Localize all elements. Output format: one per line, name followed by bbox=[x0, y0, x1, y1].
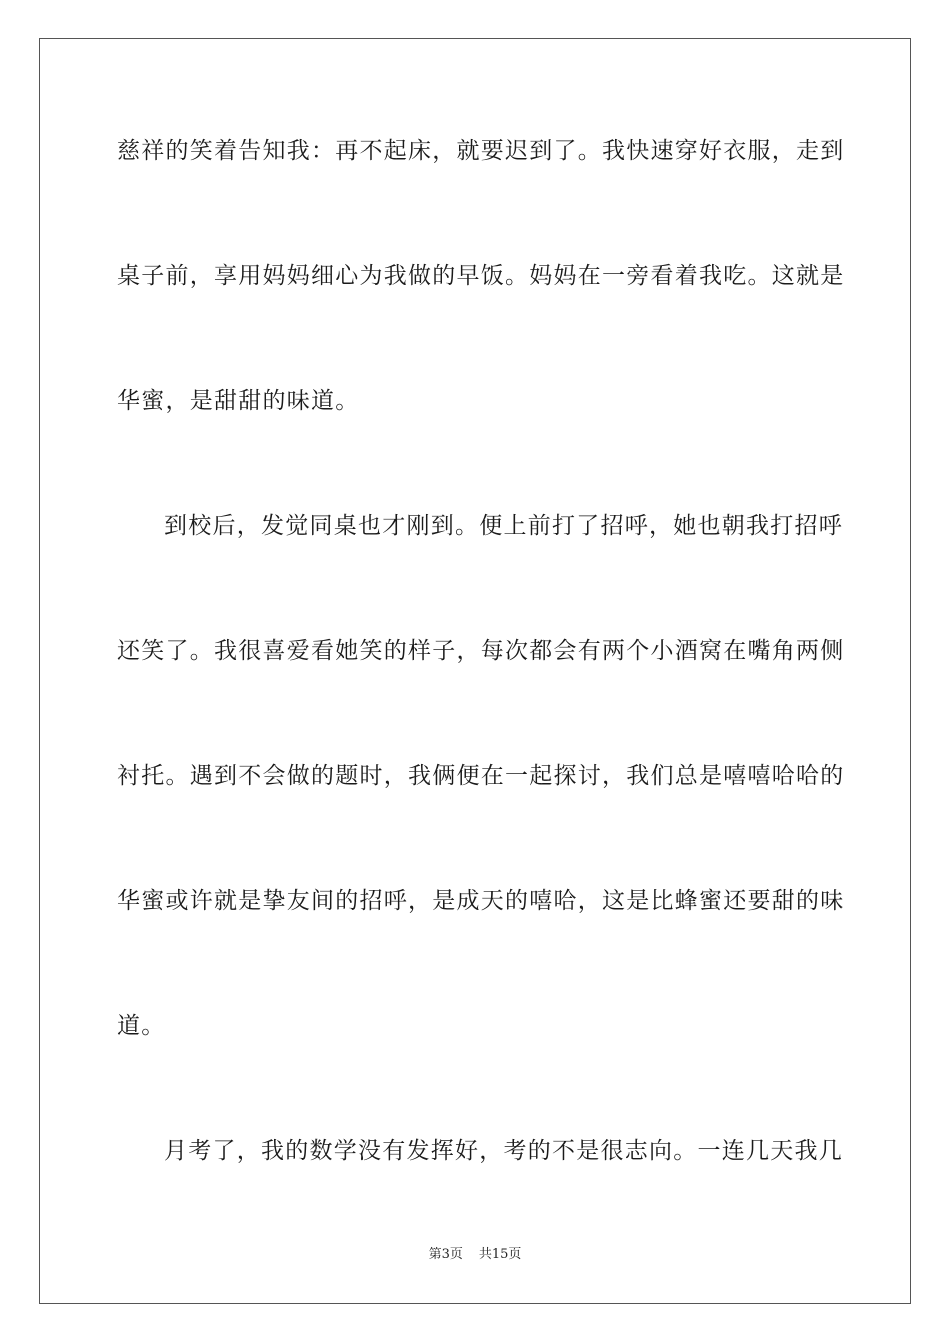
paragraph-line-4: 到校后，发觉同桌也才刚到。便上前打了招呼，她也朝我打招呼 bbox=[164, 513, 843, 539]
paragraph-line-9: 月考了，我的数学没有发挥好，考的不是很志向。一连几天我几 bbox=[164, 1138, 843, 1164]
paragraph-line-8: 道。 bbox=[117, 1013, 166, 1039]
paragraph-line-7: 华蜜或许就是挚友间的招呼，是成天的嘻哈，这是比蜂蜜还要甜的味 bbox=[117, 888, 845, 914]
page-border bbox=[39, 38, 911, 1304]
paragraph-line-5: 还笑了。我很喜爱看她笑的样子，每次都会有两个小酒窝在嘴角两侧 bbox=[117, 638, 845, 664]
page-number: 第3页 bbox=[428, 1247, 463, 1262]
paragraph-line-1: 慈祥的笑着告知我：再不起床，就要迟到了。我快速穿好衣服，走到 bbox=[117, 138, 845, 164]
paragraph-line-2: 桌子前，享用妈妈细心为我做的早饭。妈妈在一旁看着我吃。这就是 bbox=[117, 263, 845, 289]
page-total: 共15页 bbox=[478, 1247, 522, 1262]
page-footer bbox=[0, 1246, 950, 1264]
paragraph-line-6: 衬托。遇到不会做的题时，我俩便在一起探讨，我们总是嘻嘻哈哈的 bbox=[117, 763, 845, 789]
paragraph-line-3: 华蜜，是甜甜的味道。 bbox=[117, 388, 360, 414]
